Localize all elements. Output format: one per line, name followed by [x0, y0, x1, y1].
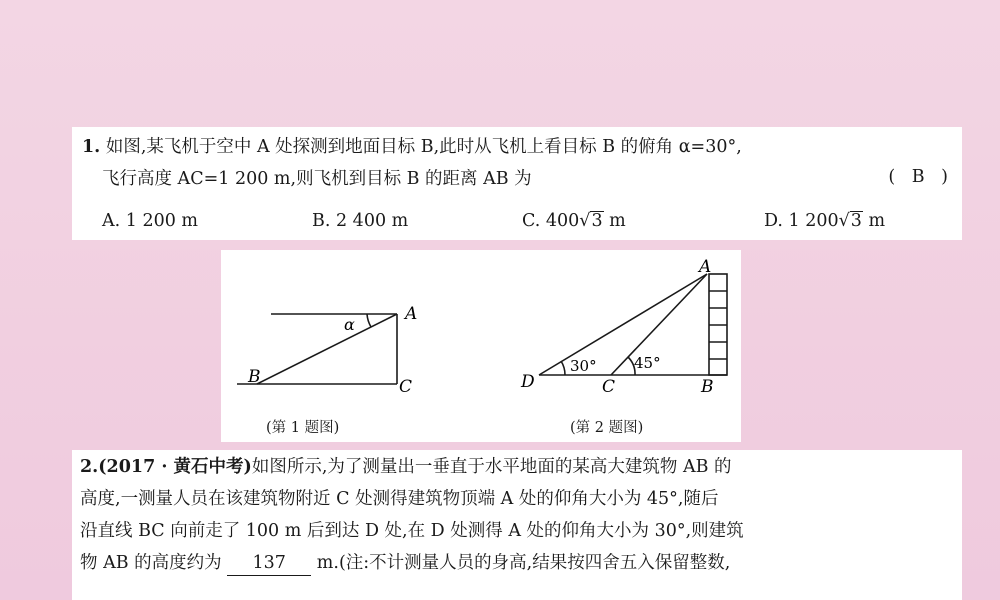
fig2-angle-45-label: 45°	[634, 354, 661, 372]
question-1-text-line-1: 如图,某飞机于空中 A 处探测到地面目标 B,此时从飞机上看目标 B 的俯角 α=30°,	[105, 137, 742, 157]
fig1-label-alpha: α	[344, 315, 355, 334]
option-b: B. 2 400 m	[312, 211, 409, 231]
question-2-text-line-3: 沿直线 BC 向前走了 100 m 后到达 D 处,在 D 处测得 A 处的仰角大小为 30°,则建筑	[80, 521, 744, 541]
question-2-panel	[72, 450, 962, 600]
option-c	[522, 209, 626, 233]
option-d-unit: m	[868, 211, 886, 231]
figure-2-caption: (第 2 题图)	[570, 420, 644, 436]
figures-diagram	[221, 250, 741, 442]
option-a: A. 1 200 m	[102, 211, 199, 231]
question-2-answer-blank: 137	[227, 551, 311, 576]
figure-2	[539, 274, 727, 375]
sqrt-symbol: √	[838, 211, 850, 231]
option-d-radicand: 3	[850, 211, 862, 231]
question-1-panel	[72, 127, 962, 240]
question-2-text-line-4-suffix: m.(注:不计测量人员的身高,结果按四舍五入保留整数,	[316, 553, 731, 573]
question-2-line-4	[80, 551, 730, 576]
fig2-label-a: A	[699, 257, 712, 277]
fig1-label-c: C	[399, 377, 413, 397]
fig2-label-c: C	[602, 377, 616, 397]
question-2-source: (2017 · 黄石中考)	[98, 457, 252, 477]
sqrt-symbol: √	[579, 211, 591, 231]
option-d-prefix: D. 1 200	[764, 211, 839, 231]
fig2-angle-arc-d	[561, 361, 565, 375]
answer-close-paren: )	[941, 167, 948, 187]
fig2-angle-30-label: 30°	[570, 357, 597, 375]
question-1-text-line-2: 飞行高度 AC=1 200 m,则飞机到目标 B 的距离 AB 为	[102, 169, 532, 189]
option-d	[764, 209, 885, 233]
question-1-line-1	[82, 135, 742, 159]
answer-open-paren: (	[888, 167, 896, 187]
question-2-text-line-2: 高度,一测量人员在该建筑物附近 C 处测得建筑物顶端 A 处的仰角大小为 45°,随后	[80, 489, 719, 509]
question-1-number: 1.	[82, 137, 101, 157]
question-2-line-1	[80, 455, 732, 479]
question-2-text-line-4-prefix: 物 AB 的高度约为	[80, 553, 222, 573]
figure-1-caption: (第 1 题图)	[266, 420, 340, 436]
question-1-answer-bracket	[888, 167, 948, 187]
option-c-unit: m	[609, 211, 626, 231]
figures-panel	[221, 250, 741, 442]
fig1-label-a: A	[405, 304, 418, 324]
option-c-prefix: C. 400	[522, 211, 580, 231]
fig2-label-d: D	[521, 372, 535, 392]
question-2-number: 2.	[80, 457, 99, 477]
question-1-answer: B	[911, 167, 925, 187]
fig1-line-ab	[257, 314, 397, 384]
figure-1	[237, 314, 397, 384]
fig1-angle-arc	[367, 314, 371, 327]
fig2-line-da	[539, 274, 707, 375]
question-2-text-line-1: 如图所示,为了测量出一垂直于水平地面的某高大建筑物 AB 的	[251, 457, 732, 477]
fig1-label-b: B	[248, 367, 261, 387]
option-c-radicand: 3	[591, 211, 603, 231]
fig2-label-b: B	[701, 377, 714, 397]
